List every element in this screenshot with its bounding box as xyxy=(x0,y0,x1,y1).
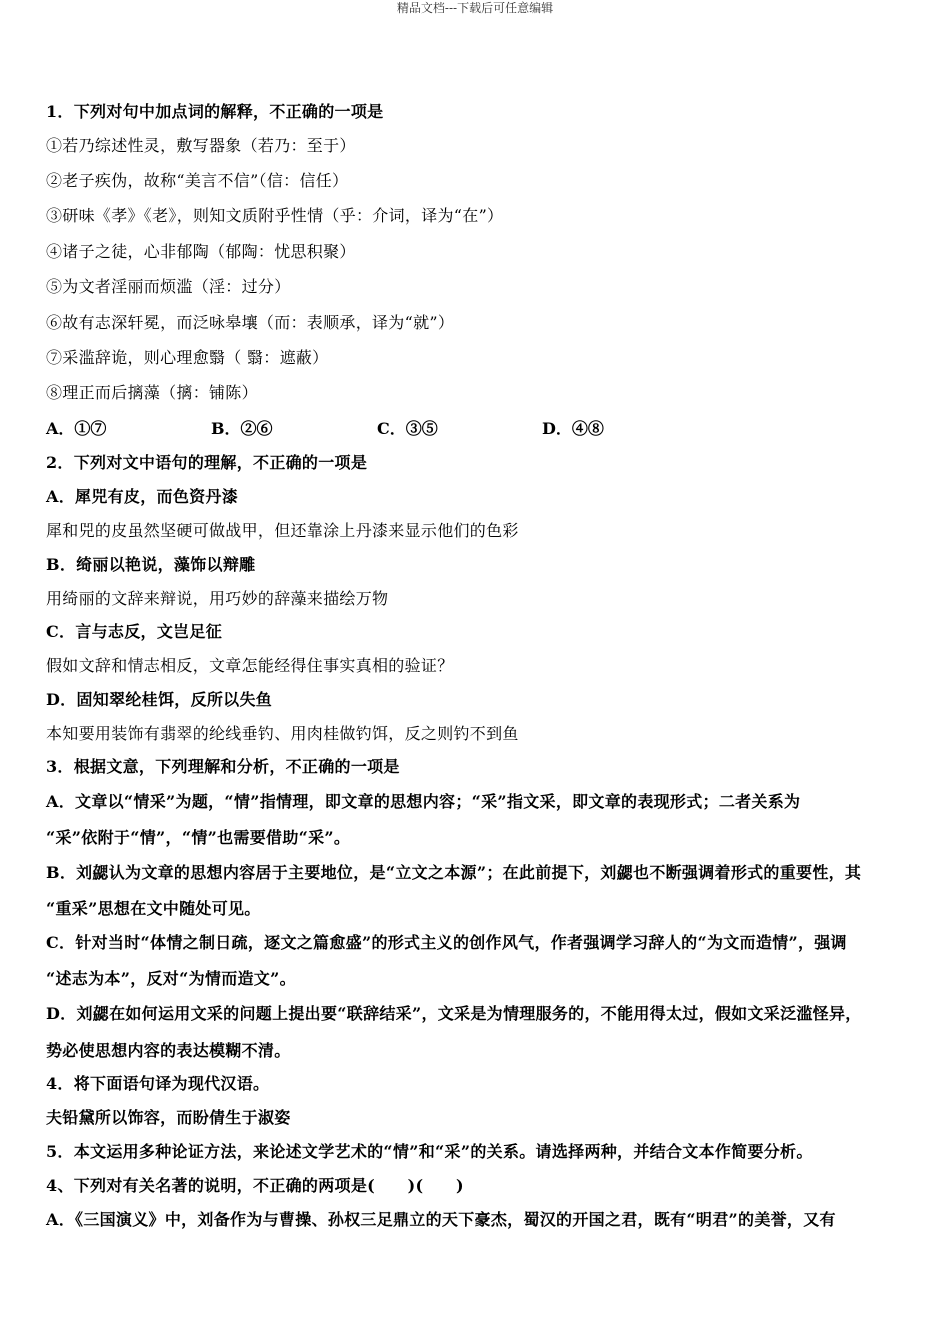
option-a: A．①⑦ xyxy=(46,419,107,438)
q2-option-d-explanation: 本知要用装饰有翡翠的纶线垂钓、用肉桂做钓饵，反之则钓不到鱼 xyxy=(46,724,519,743)
item-8: ⑧理正而后摛藻（摛：铺陈） xyxy=(46,383,258,402)
option-b: B．②⑥ xyxy=(211,419,273,438)
q3-option-d-line1: D．刘勰在如何运用文采的问题上提出要“联辞结采”，文采是为情理服务的，不能用得太过，假如文采泛滥怪异， xyxy=(46,1004,862,1023)
q2-option-b-explanation: 用绮丽的文辞来辩说，用巧妙的辞藻来描绘万物 xyxy=(46,589,389,608)
q2-option-c: C．言与志反，文岂足征 xyxy=(46,622,223,641)
item-5: ⑤为文者淫丽而烦滥（淫：过分） xyxy=(46,277,291,296)
question-5: 5．本文运用多种论证方法，来论述文学艺术的“情”和“采”的关系。请选择两种，并结合文本作简要分析。 xyxy=(46,1142,813,1161)
q3-option-a-line2: “采”依附于“情”，“情”也需要借助“采”。 xyxy=(46,828,351,847)
q4-sentence: 夫铅黛所以饰容，而盼倩生于淑姿 xyxy=(46,1108,291,1127)
option-d: D．④⑧ xyxy=(542,419,604,438)
item-3: ③研味《孝》《老》，则知文质附乎性情（乎：介词，译为“在”） xyxy=(46,206,504,225)
question-3: 3．根据文意，下列理解和分析，不正确的一项是 xyxy=(46,757,400,776)
q2-option-a-explanation: 犀和兕的皮虽然坚硬可做战甲，但还靠涂上丹漆来显示他们的色彩 xyxy=(46,521,519,540)
q3-option-c-line2: “述志为本”，反对“为情而造文”。 xyxy=(46,969,296,988)
question-1: 1．下列对句中加点词的解释，不正确的一项是 xyxy=(46,102,384,121)
item-7: ⑦采滥辞诡，则心理愈翳（ 翳：遮蔽） xyxy=(46,348,329,367)
question-2: 2．下列对文中语句的理解，不正确的一项是 xyxy=(46,453,368,472)
q3-option-d-line2: 势必使思想内容的表达模糊不清。 xyxy=(46,1041,291,1060)
q3-option-b-line1: B．刘勰认为文章的思想内容居于主要地位，是“立文之本源”；在此前提下，刘勰也不断强调着形式的重要性，其 xyxy=(46,863,862,882)
q2-option-d: D．固知翠纶桂饵，反所以失鱼 xyxy=(46,690,273,709)
q2-option-a: A．犀兕有皮，而色资丹漆 xyxy=(46,487,239,506)
q2-option-c-explanation: 假如文辞和情志相反，文章怎能经得住事实真相的验证？ xyxy=(46,656,454,675)
page-header: 精品文档---下载后可任意编辑 xyxy=(396,1,554,15)
item-2: ②老子疾伪，故称“美言不信”（信：信任） xyxy=(46,171,349,190)
question-4b: 4、下列对有关名著的说明，不正确的两项是( )( ) xyxy=(46,1176,464,1195)
question-4: 4．将下面语句译为现代汉语。 xyxy=(46,1074,270,1093)
item-6: ⑥故有志深轩冕，而泛咏皋壤（而：表顺承，译为“就”） xyxy=(46,313,455,332)
option-c: C．③⑤ xyxy=(377,419,438,438)
q3-option-c-line1: C．针对当时“体情之制日疏，逐文之篇愈盛”的形式主义的创作风气，作者强调学习辞人的“为文而造情”，强调 xyxy=(46,933,847,952)
q2-option-b: B．绮丽以艳说，藻饰以辩雕 xyxy=(46,555,256,574)
item-1: ①若乃综述性灵，敷写器象（若乃：至于） xyxy=(46,136,356,155)
q4b-option-a: A．《三国演义》中，刘备作为与曹操、孙权三足鼎立的天下豪杰，蜀汉的开国之君，既有“明君”的美誉，又有 xyxy=(46,1210,836,1229)
q3-option-b-line2: “重采”思想在文中随处可见。 xyxy=(46,899,261,918)
item-4: ④诸子之徒，心非郁陶（郁陶：忧思积聚） xyxy=(46,242,356,261)
q3-option-a-line1: A．文章以“情采”为题，“情”指情理，即文章的思想内容；“采”指文采，即文章的表现形式；二者关系为 xyxy=(46,792,801,811)
